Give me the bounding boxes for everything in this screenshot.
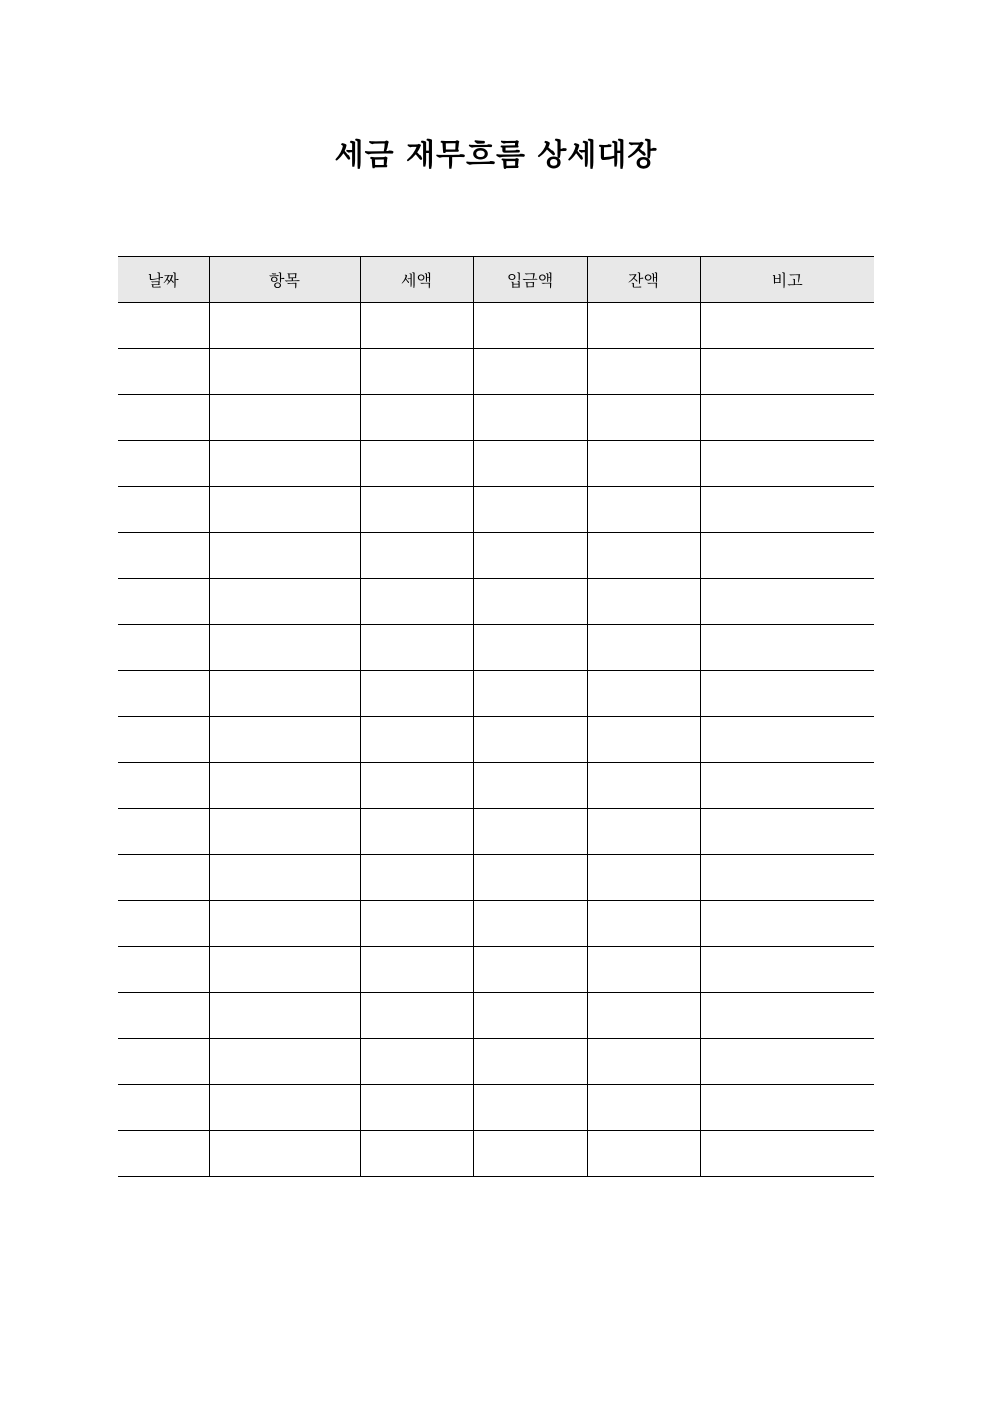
cell-date[interactable]: [118, 901, 209, 947]
cell-item[interactable]: [209, 487, 360, 533]
cell-remarks[interactable]: [700, 441, 874, 487]
cell-item[interactable]: [209, 901, 360, 947]
ledger-table: [118, 256, 874, 1177]
cell-deposit[interactable]: [473, 855, 587, 901]
cell-remarks[interactable]: [700, 1039, 874, 1085]
column-header-item: 항목: [209, 257, 360, 303]
column-header-deposit: 입금액: [473, 257, 587, 303]
cell-remarks[interactable]: [700, 717, 874, 763]
cell-remarks[interactable]: [700, 579, 874, 625]
table-row: [118, 1085, 874, 1131]
cell-remarks[interactable]: [700, 487, 874, 533]
cell-deposit[interactable]: [473, 441, 587, 487]
cell-balance[interactable]: [587, 671, 700, 717]
cell-tax-amount[interactable]: [360, 1039, 473, 1085]
cell-deposit[interactable]: [473, 1085, 587, 1131]
cell-deposit[interactable]: [473, 763, 587, 809]
cell-tax-amount[interactable]: [360, 1131, 473, 1177]
cell-remarks[interactable]: [700, 1085, 874, 1131]
cell-deposit[interactable]: [473, 671, 587, 717]
table-body: [118, 303, 874, 1177]
table-row: [118, 579, 874, 625]
table-row: [118, 717, 874, 763]
cell-date[interactable]: [118, 441, 209, 487]
cell-deposit[interactable]: [473, 579, 587, 625]
cell-item[interactable]: [209, 349, 360, 395]
cell-deposit[interactable]: [473, 901, 587, 947]
cell-tax-amount[interactable]: [360, 441, 473, 487]
cell-date[interactable]: [118, 763, 209, 809]
cell-date[interactable]: [118, 809, 209, 855]
cell-item[interactable]: [209, 625, 360, 671]
cell-balance[interactable]: [587, 349, 700, 395]
cell-date[interactable]: [118, 1085, 209, 1131]
cell-balance[interactable]: [587, 1131, 700, 1177]
cell-deposit[interactable]: [473, 303, 587, 349]
cell-balance[interactable]: [587, 717, 700, 763]
cell-balance[interactable]: [587, 579, 700, 625]
table-row: [118, 947, 874, 993]
table-row: [118, 901, 874, 947]
cell-tax-amount[interactable]: [360, 809, 473, 855]
column-header-balance: 잔액: [587, 257, 700, 303]
cell-balance[interactable]: [587, 901, 700, 947]
cell-balance[interactable]: [587, 533, 700, 579]
cell-tax-amount[interactable]: [360, 395, 473, 441]
cell-balance[interactable]: [587, 625, 700, 671]
cell-item[interactable]: [209, 303, 360, 349]
cell-deposit[interactable]: [473, 947, 587, 993]
cell-remarks[interactable]: [700, 993, 874, 1039]
cell-tax-amount[interactable]: [360, 579, 473, 625]
cell-tax-amount[interactable]: [360, 717, 473, 763]
table-row: [118, 1039, 874, 1085]
cell-balance[interactable]: [587, 855, 700, 901]
cell-date[interactable]: [118, 993, 209, 1039]
cell-deposit[interactable]: [473, 1039, 587, 1085]
cell-deposit[interactable]: [473, 349, 587, 395]
column-header-date: 날짜: [118, 257, 209, 303]
table-row: [118, 303, 874, 349]
table-row: [118, 625, 874, 671]
cell-deposit[interactable]: [473, 533, 587, 579]
cell-date[interactable]: [118, 395, 209, 441]
cell-date[interactable]: [118, 947, 209, 993]
cell-tax-amount[interactable]: [360, 349, 473, 395]
cell-item[interactable]: [209, 579, 360, 625]
cell-remarks[interactable]: [700, 947, 874, 993]
table-row: [118, 763, 874, 809]
cell-item[interactable]: [209, 993, 360, 1039]
table-row: [118, 809, 874, 855]
cell-balance[interactable]: [587, 441, 700, 487]
cell-item[interactable]: [209, 809, 360, 855]
table-row: [118, 533, 874, 579]
cell-tax-amount[interactable]: [360, 993, 473, 1039]
cell-tax-amount[interactable]: [360, 533, 473, 579]
cell-deposit[interactable]: [473, 809, 587, 855]
cell-balance[interactable]: [587, 487, 700, 533]
cell-date[interactable]: [118, 717, 209, 763]
column-header-tax-amount: 세액: [360, 257, 473, 303]
cell-date[interactable]: [118, 303, 209, 349]
cell-date[interactable]: [118, 579, 209, 625]
cell-date[interactable]: [118, 855, 209, 901]
cell-date[interactable]: [118, 533, 209, 579]
cell-tax-amount[interactable]: [360, 303, 473, 349]
cell-remarks[interactable]: [700, 303, 874, 349]
cell-item[interactable]: [209, 1085, 360, 1131]
cell-item[interactable]: [209, 717, 360, 763]
cell-balance[interactable]: [587, 947, 700, 993]
cell-date[interactable]: [118, 1039, 209, 1085]
cell-date[interactable]: [118, 487, 209, 533]
table-row: [118, 993, 874, 1039]
cell-item[interactable]: [209, 855, 360, 901]
cell-tax-amount[interactable]: [360, 1085, 473, 1131]
cell-remarks[interactable]: [700, 349, 874, 395]
cell-item[interactable]: [209, 1039, 360, 1085]
table-header-row: [118, 257, 874, 303]
cell-tax-amount[interactable]: [360, 901, 473, 947]
cell-tax-amount[interactable]: [360, 855, 473, 901]
cell-remarks[interactable]: [700, 809, 874, 855]
cell-item[interactable]: [209, 1131, 360, 1177]
cell-balance[interactable]: [587, 763, 700, 809]
table-row: [118, 1131, 874, 1177]
cell-remarks[interactable]: [700, 671, 874, 717]
column-header-remarks: 비고: [700, 257, 874, 303]
cell-date[interactable]: [118, 671, 209, 717]
page-title: 세금 재무흐름 상세대장: [334, 138, 658, 173]
cell-remarks[interactable]: [700, 855, 874, 901]
cell-deposit[interactable]: [473, 395, 587, 441]
cell-deposit[interactable]: [473, 1131, 587, 1177]
table-row: [118, 395, 874, 441]
cell-tax-amount[interactable]: [360, 763, 473, 809]
cell-item[interactable]: [209, 533, 360, 579]
cell-tax-amount[interactable]: [360, 947, 473, 993]
cell-item[interactable]: [209, 395, 360, 441]
cell-tax-amount[interactable]: [360, 487, 473, 533]
cell-date[interactable]: [118, 625, 209, 671]
cell-item[interactable]: [209, 947, 360, 993]
cell-date[interactable]: [118, 349, 209, 395]
cell-date[interactable]: [118, 1131, 209, 1177]
cell-balance[interactable]: [587, 993, 700, 1039]
cell-balance[interactable]: [587, 1085, 700, 1131]
table-row: [118, 855, 874, 901]
cell-tax-amount[interactable]: [360, 671, 473, 717]
table-row: [118, 671, 874, 717]
cell-remarks[interactable]: [700, 625, 874, 671]
cell-remarks[interactable]: [700, 763, 874, 809]
cell-deposit[interactable]: [473, 487, 587, 533]
cell-balance[interactable]: [587, 1039, 700, 1085]
cell-remarks[interactable]: [700, 1131, 874, 1177]
table-row: [118, 441, 874, 487]
cell-tax-amount[interactable]: [360, 625, 473, 671]
cell-balance[interactable]: [587, 395, 700, 441]
cell-item[interactable]: [209, 671, 360, 717]
cell-balance[interactable]: [587, 303, 700, 349]
cell-remarks[interactable]: [700, 395, 874, 441]
cell-deposit[interactable]: [473, 717, 587, 763]
table-row: [118, 487, 874, 533]
table-row: [118, 349, 874, 395]
cell-deposit[interactable]: [473, 625, 587, 671]
cell-deposit[interactable]: [473, 993, 587, 1039]
cell-item[interactable]: [209, 441, 360, 487]
cell-balance[interactable]: [587, 809, 700, 855]
cell-item[interactable]: [209, 763, 360, 809]
cell-remarks[interactable]: [700, 533, 874, 579]
cell-remarks[interactable]: [700, 901, 874, 947]
